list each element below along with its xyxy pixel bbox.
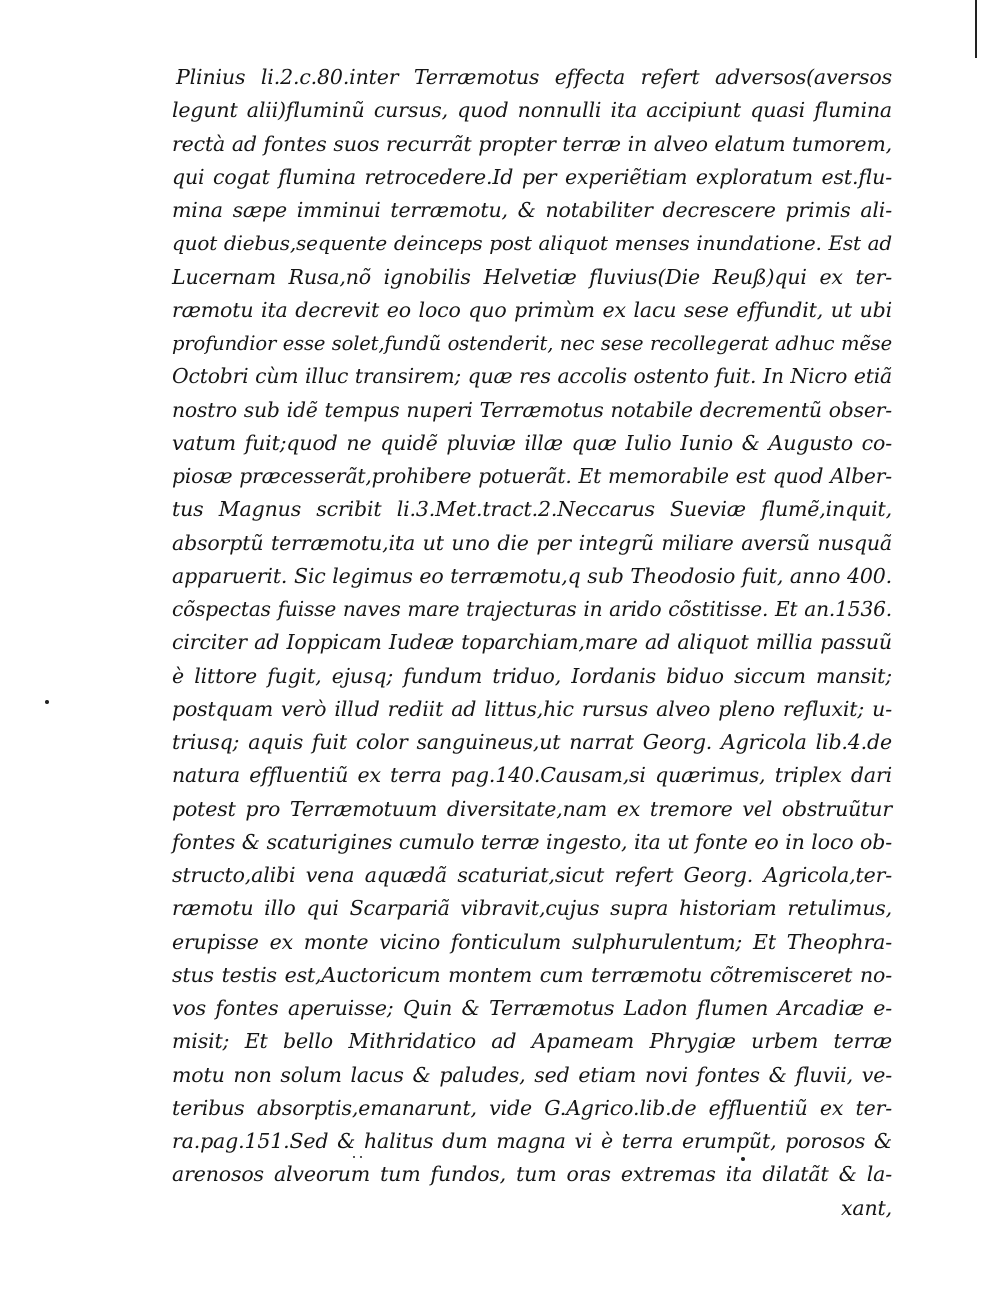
body-text xyxy=(172,61,892,1225)
text-line: profundior esse solet,fundũ ostenderit, nec sese recollegerat adhuc mẽse xyxy=(172,332,892,355)
text-line: Lucernam Rusa,nõ ignobilis Helvetiæ fluvius(Die Reuß)qui ex ter- xyxy=(172,264,892,289)
text-line: motu non solum lacus & paludes, sed etiam novi fontes & fluvii, ve- xyxy=(172,1062,892,1087)
text-line: Plinius li.2.c.80.inter Terræmotus effecta refert adversos(aversos xyxy=(176,65,892,89)
text-line: arenosos alveorum tum fundos, tum oras extremas ita dilatãt & la- xyxy=(172,1162,892,1187)
text-line: vos fontes aperuisse; Quin & Terræmotus Ladon flumen Arcadiæ e- xyxy=(172,996,892,1020)
text-line: apparuerit. Sic legimus eo terræmotu,q sub Theodosio fuit, anno 400. xyxy=(172,563,892,588)
text-line: natura effluentiũ ex terra pag.140.Causam,si quærimus, triplex dari xyxy=(172,763,892,788)
text-line: teribus absorptis,emanarunt, vide G.Agrico.lib.de effluentiũ ex ter- xyxy=(172,1095,892,1120)
text-line: triusq; aquis fuit color sanguineus,ut narrat Georg. Agricola lib.4.de xyxy=(172,730,892,754)
text-line: stus testis est,Auctoricum montem cum terræmotu cõtremisceret no- xyxy=(172,962,892,987)
text-line: misit; Et bello Mithridatico ad Apameam Phrygiæ urbem terræ xyxy=(172,1029,892,1054)
text-line: tus Magnus scribit li.3.Met.tract.2.Neccarus Sueviæ flumẽ,inquit, xyxy=(172,497,892,522)
text-line: fontes & scaturigines cumulo terræ ingesto, ita ut fonte eo in loco ob- xyxy=(172,829,892,854)
text-line: nostro sub idẽ tempus nuperi Terræmotus notabile decrementũ obser- xyxy=(172,397,892,422)
text-line: quot diebus,sequente deinceps post aliquot menses inundatione. Est ad xyxy=(172,231,892,256)
text-line: potest pro Terræmotuum diversitate,nam ex tremore vel obstruũtur xyxy=(172,796,892,821)
text-line: erupisse ex monte vicino fonticulum sulphurulentum; Et Theophra- xyxy=(172,929,892,954)
ink-speck xyxy=(45,700,49,704)
text-line: postquam verò illud rediit ad littus,hic rursus alveo pleno refluxit; u- xyxy=(172,696,892,721)
text-line: ra.pag.151.Sed & halitus dum magna vi è terra erumpũt, porosos & xyxy=(172,1129,892,1153)
text-line: absorptũ terræmotu,ita ut uno die per integrũ miliare aversũ nusquã xyxy=(172,530,892,555)
text-line: vatum fuit;quod ne quidẽ pluviæ illæ quæ Iulio Iunio & Augusto co- xyxy=(172,430,892,455)
text-line: ræmotu illo qui Scarpariã vibravit,cujus supra historiam retulimus, xyxy=(172,896,892,921)
text-line-catchword: xant, xyxy=(841,1195,892,1220)
text-line: è littore fugit, ejusq; fundum triduo, Iordanis biduo siccum mansit; xyxy=(172,663,892,688)
text-line: piosæ præcesserãt,prohibere potuerãt. Et memorabile est quod Alber- xyxy=(172,464,892,488)
page-edge-rule xyxy=(975,0,977,58)
text-line: mina sæpe imminui terræmotu, & notabiliter decrescere primis ali- xyxy=(172,198,892,222)
text-line: legunt alii)fluminũ cursus, quod nonnulli ita accipiunt quasi flumina xyxy=(172,98,892,123)
text-line: qui cogat flumina retrocedere.Id per experiẽtiam exploratum est.flu- xyxy=(172,164,892,189)
text-line: Octobri cùm illuc transirem; quæ res accolis ostento fuit. In Nicro etiã xyxy=(172,364,892,389)
text-line: ræmotu ita decrevit eo loco quo primùm ex lacu sese effundit, ut ubi xyxy=(172,297,892,322)
text-line: circiter ad Ioppicam Iudeæ toparchiam,mare ad aliquot millia passuũ xyxy=(172,630,892,655)
text-line: structo,alibi vena aquædã scaturiat,sicut refert Georg. Agricola,ter- xyxy=(172,863,892,887)
text-line: rectà ad fontes suos recurrãt propter terræ in alveo elatum tumorem, xyxy=(172,131,892,156)
text-line: cõspectas fuisse naves mare trajecturas in arido cõstitisse. Et an.1536. xyxy=(172,597,892,621)
